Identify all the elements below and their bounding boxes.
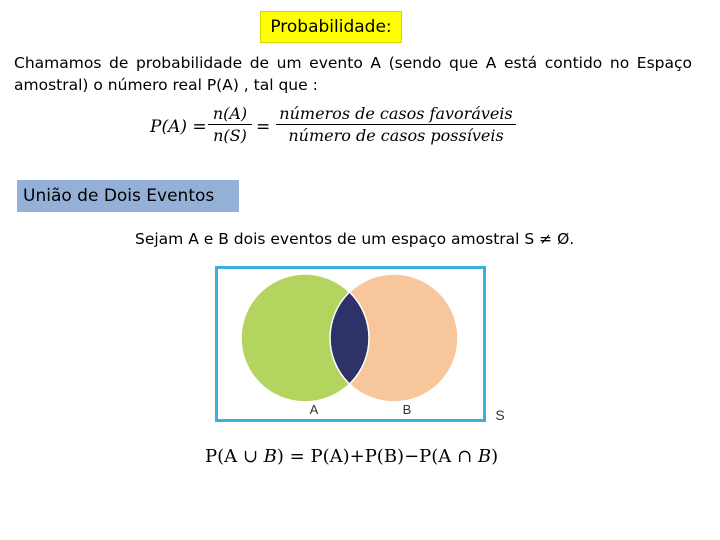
formula-lhs: P(A) = (150, 117, 207, 137)
fraction-cases-numerator: números de casos favoráveis (279, 104, 513, 123)
union-formula-part3: ) (491, 446, 499, 467)
page-title: Probabilidade: (260, 11, 402, 43)
formula-equals: = (256, 117, 271, 137)
fraction-bar (276, 124, 516, 125)
fraction-bar (208, 124, 252, 125)
union-formula-part1: P(A ∪ (205, 446, 264, 467)
union-formula-b1: B (263, 446, 277, 467)
fraction-cases (276, 104, 516, 145)
fraction-counts (208, 104, 252, 145)
label-b: B (402, 402, 412, 417)
probability-formula (150, 102, 530, 154)
union-formula-b2: B (477, 446, 492, 467)
venn-diagram (215, 264, 515, 434)
label-a: A (309, 402, 319, 417)
fraction-counts-numerator: n(A) (212, 104, 248, 123)
union-formula (205, 446, 498, 467)
sample-space-statement: Sejam A e B dois eventos de um espaço amostral S ≠ Ø. (135, 230, 575, 248)
definition-paragraph: Chamamos de probabilidade de um evento A (sendo que A está contido no Espaço amostral) o número real P(A) , tal que : (14, 54, 692, 94)
section-heading: União de Dois Eventos (17, 180, 239, 212)
label-s: S (495, 407, 505, 423)
fraction-cases-denominator: número de casos possíveis (288, 126, 504, 145)
union-formula-part2: ) = P(A)+P(B)−P(A ∩ (276, 446, 478, 467)
fraction-counts-denominator: n(S) (213, 126, 247, 145)
